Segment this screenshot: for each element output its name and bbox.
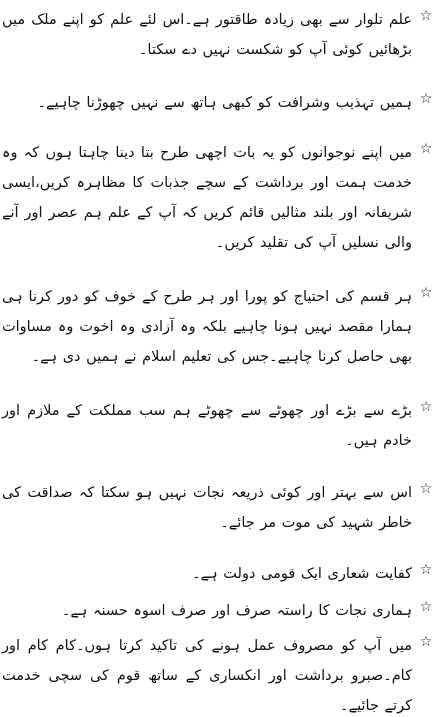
star-icon: ☆ <box>419 285 433 301</box>
star-icon: ☆ <box>419 91 433 107</box>
star-icon: ☆ <box>419 399 433 415</box>
quote-text: بڑے سے بڑے اور چھوٹے سے چھوٹے ہم سب مملکت کے ملازم اور خادم ہیں۔ <box>2 403 412 449</box>
star-icon: ☆ <box>419 8 433 24</box>
quote-text: ہمیں تہذیب وشرافت کو کبھی ہاتھ سے نہیں چھوڑنا چاہیے۔ <box>37 95 412 111</box>
star-icon: ☆ <box>419 141 433 157</box>
star-icon: ☆ <box>419 562 433 578</box>
quote-text: علم تلوار سے بھی زیادہ طاقتور ہے۔اس لئے علم کو اپنے ملک میں بڑھائیں کوئی آپ کو شکست نہیں دے سکتا۔ <box>2 12 412 58</box>
quote-text: کفایت شعاری ایک قومی دولت ہے۔ <box>192 566 412 582</box>
quote-text: ہماری نجات کا راستہ صرف اور صرف اسوہ حسنہ ہے۔ <box>61 603 412 619</box>
star-icon: ☆ <box>419 634 433 650</box>
quote-text: میں آپ کو مصروف عمل ہونے کی تاکید کرتا ہوں۔کام کام اور کام۔صبرو برداشت اور انکساری کے ساتھ قوم کی سچی خدمت کرتے جائیے۔ <box>2 638 412 714</box>
star-icon: ☆ <box>419 599 433 615</box>
quote-text: ہر قسم کی احتیاج کو پورا اور ہر طرح کے خوف کو دور کرنا ہی ہمارا مقصد نہیں ہونا چاہیے بلکہ وہ آزادی وہ اخوت وہ مساوات بھی حاصل کرنا چاہیے۔جس کی تعلیم اسلام نے ہمیں دی ہے۔ <box>2 289 412 365</box>
quote-text: اس سے بہتر اور کوئی ذریعہ نجات نہیں ہو سکتا کہ صداقت کی خاطر شہید کی موت مر جائے۔ <box>2 485 412 531</box>
quote-text: میں اپنے نوجوانوں کو یہ بات اچھی طرح بتا دینا چاہتا ہوں کہ وہ خدمت ہمت اور برداشت کے سچے جذبات کا مظاہرہ کریں،ایسی شریفانہ اور بلند مثالیں قائم کریں کہ آپ کے علم ہم عصر اور آنے والی نسلیں آپ کی تقلید کریں۔ <box>2 145 412 251</box>
star-icon: ☆ <box>419 481 433 497</box>
